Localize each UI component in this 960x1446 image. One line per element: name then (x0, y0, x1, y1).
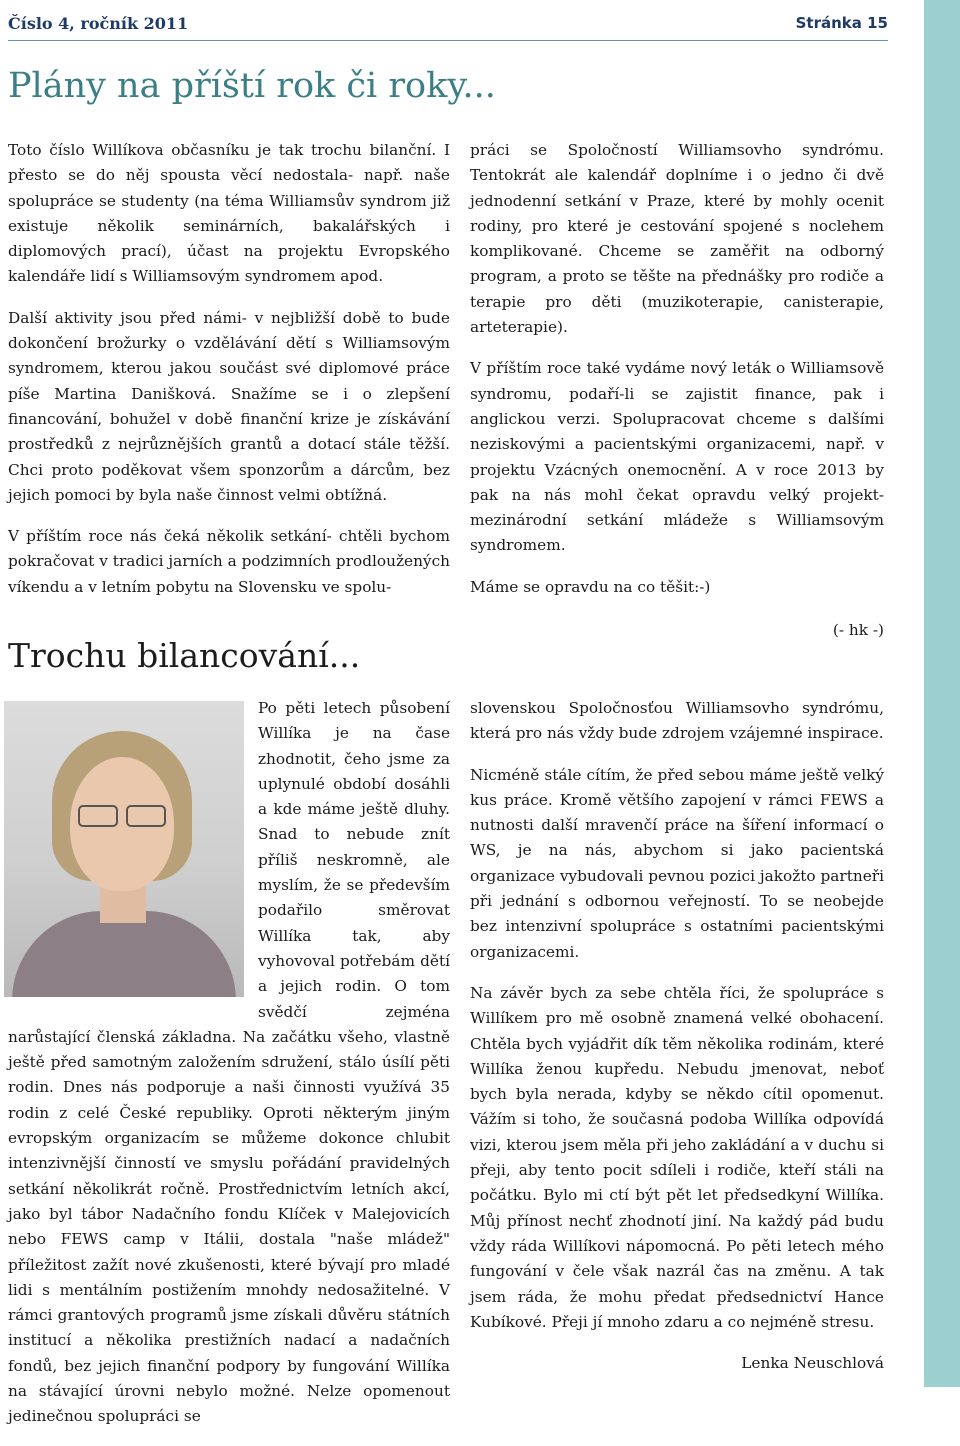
article-review-column-left (8, 696, 450, 1446)
page-number: Stránka 15 (795, 14, 888, 32)
paragraph: Po pěti letech působení Willíka je na čase zhodnotit, čeho jsme za uplynulé období dosáhli a kde máme ještě dluhy. Snad to nebude znít příliš neskromně, ale myslím, že se především podařilo směrovat Willíka tak, aby vyhovoval potřebám dětí a jejich rodin. O tom svědčí zejména narůstající členská základna. Na začátku všeho, vlastně ještě před samotným založením sdružení, stálo úsílí pěti rodin. Dnes nás podporuje a naši činnosti využívá 35 rodin z celé České republiky. Oproti některým jiným evropským organizacím se můžeme dokonce chlubit intenzivnější činností ve smyslu pořádání pravidelných setkání několikrát ročně. Prostřednictvím letních akcí, jako byl tábor Nadačního fondu Klíček v Malejovicích nebo FEWS camp v Itálii, dostala "naše mládež" příležitost zažít nové zkušenosti, které bývají pro mladé lidi s mentálním postižením mnohdy nedosažitelné. V rámci grantových programů jsme získali důvěru státních institucí a několika prestižních nadací a nadačních fondů, bez jejich finanční podpory by fungování Willíka na stávající úrovni nebylo možné. Nelze opomenout jedinečnou spolupráci se (8, 699, 450, 1426)
header-divider (8, 40, 888, 41)
article-signature: Lenka Neuschlová (741, 1354, 884, 1373)
page-header (8, 6, 888, 40)
paragraph: Na závěr bych za sebe chtěla říci, že spolupráce s Willíkem pro mě osobně znamená velké obohacení. Chtěla bych vyjádřit dík těm několika rodinám, které Willíka ženou kupředu. Nebudu jmenovat, neboť bych byla nerada, kdyby se někdo cítil opomenut. Vážím si toho, že současná podoba Willíka odpovídá vizi, kterou jsem měla při jeho zakládání a v duchu si přeji, aby tento pocit sdíleli i rodiče, kteří stáli na počátku. Bylo mi ctí být pět let předsedkyní Willíka. Můj přínost nechť zhodnotí jiní. Na každý pád budu vždy ráda Willíkovi nápomocná. Po pěti letech mého fungování v čele však nazrál čas na změnu. A tak jsem ráda, že mohu předat předsednictví Hance Kubíkové. Přeji jí mnoho zdaru a co nejméně stresu. (470, 983, 884, 1331)
paragraph: V příštím roce nás čeká několik setkání- chtěli bychom pokračovat v tradici jarních a podzimních prodloužených víkendu a v letním pobytu na Slovensku ve spolu- (8, 527, 450, 596)
issue-label: Číslo 4, ročník 2011 (8, 14, 189, 33)
paragraph: Další aktivity jsou před námi- v nejbližší době to bude dokončení brožurky o vzdělávání dětí s Williamsovým syndromem, kterou jakou součást své diplomové práce píše Martina Danišková. Snažíme se i o zlepšení financování, bohužel v době finanční krize je získávání prostředků z nejrůznějších grantů a dotací stále těžší. Chci proto poděkovat všem sponzorům a dárcům, bez jejich pomoci by byla naše činnost velmi obtížná. (8, 308, 450, 504)
paragraph: práci se Spoločností Williamsovho syndrómu. Tentokrát ale kalendář doplníme i o jedno či dvě jednodenní setkání v Praze, které by mohly ocenit rodiny, pro které je cestování spojené s noclehem komplikované. Chceme se zaměřit na odborný program, a proto se těšte na přednášky pro rodiče a terapie pro děti (muzikoterapie, canisterapie, arteterapie). (470, 141, 884, 337)
paragraph: V příštím roce také vydáme nový leták o Williamsově syndromu, podaří-li se zajistit finance, pak i anglickou verzi. Spolupracovat chceme s dalšími neziskovými a pacientskými organizacemi, např. v projektu Vzácných onemocnění. A v roce 2013 by pak na nás mohl čekat opravdu velký projekt- mezinárodní setkání mládeže s Williamsovým syndromem. (470, 359, 884, 555)
article-title-review: Trochu bilancování... (8, 636, 361, 675)
article-title-plans: Plány na příští rok či roky... (8, 66, 496, 106)
article-plans-column-left (8, 138, 450, 616)
decorative-side-band (924, 0, 960, 1387)
article-review-column-right (470, 696, 884, 1392)
paragraph: slovenskou Spoločnosťou Williamsovho syndrómu, která pro nás vždy bude zdrojem vzájemné inspirace. (470, 699, 884, 743)
article-plans-column-right (470, 138, 884, 659)
paragraph: Toto číslo Willíkova občasníku je tak trochu bilanční. I přesto se do něj spousta věcí nedostala- např. naše spolupráce se studenty (na téma Williamsův syndrom již existuje několik seminárních, bakalářských i diplomových prací), účast na projektu Evropského kalendáře lidí s Williamsovým syndromem apod. (8, 141, 450, 286)
article-signature: (- hk -) (832, 621, 884, 640)
paragraph: Nicméně stále cítím, že před sebou máme ještě velký kus práce. Kromě většího zapojení v rámci FEWS a nutnosti další mravenčí práce na šíření informací o WS, je na nás, abychom si jako pacientská organizace vybudovali pevnou pozici jakožto partneři při jednání s odbornou veřejností. To se neobejde bez intenzivní spolupráce s ostatními pacientskými organizacemi. (470, 765, 884, 961)
paragraph: Máme se opravdu na co těšit:-) (470, 577, 711, 596)
